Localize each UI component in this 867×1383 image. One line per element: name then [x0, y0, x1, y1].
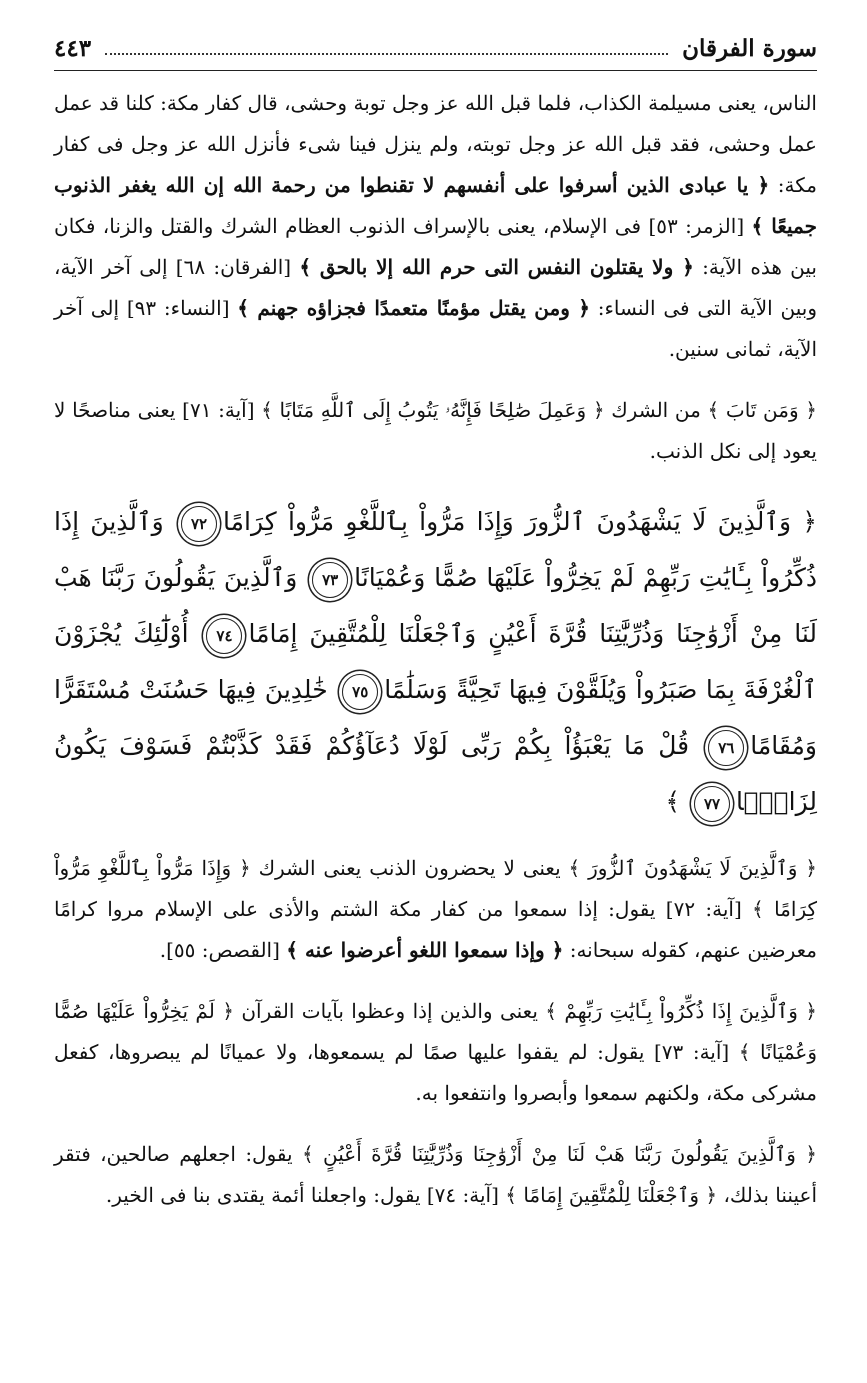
paragraph-1: [54, 83, 817, 370]
verse-77: قُلْ مَا يَعْبَؤُاْ بِكُمْ رَبِّى لَوْلَا دُعَآؤُكُمْ فَقَدْ كَذَّبْتُمْ فَسَوْفَ يَكُونُ لِزَامًۢا: [54, 731, 817, 816]
quote-qasas-55: ﴿ وإذا سمعوا اللغو أعرضوا عنه ﴾: [286, 938, 564, 962]
commentary-verse-74: ﴿ وَٱلَّذِينَ يَقُولُونَ رَبَّنَا هَبْ لَنَا مِنْ أَزْوَٰجِنَا وَذُرِّيَّٰتِنَا قُرَّةَ أَعْيُنٍ ﴾ يقول: اجعلهم صالحين، فتقر أعيننا بذلك، ﴿ وَٱجْعَلْنَا لِلْمُتَّقِينَ إِمَامًا ﴾ [آية: ٧٤] يقول: واجعلنا أئمة يقتدى بنا فى الخير.: [54, 1142, 817, 1207]
ornate-bracket-close: ﴾: [665, 787, 689, 816]
quran-verses-block: [54, 494, 817, 830]
commentary-verse-72: ﴿ وَٱلَّذِينَ لَا يَشْهَدُونَ ٱلزُّورَ ﴾ يعنى لا يحضرون الذنب يعنى الشرك ﴿ وَإِذَا مَرُّواْ بِٱللَّغْوِ مَرُّواْ كِرَامًا ﴾ [آية: ٧٢] يقول: إذا سمعوا من كفار مكة الشتم والأذى على الإسلام مروا كرامًا معرضين عنهم، كقوله سبحانه:: [54, 856, 817, 962]
page-header: [54, 26, 817, 71]
ayah-number-74-icon: ٧٤: [206, 618, 242, 654]
quote-zumar-53: ﴿ يا عبادى الذين أسرفوا على أنفسهم لا تقنطوا من رحمة الله إن الله يغفر الذنوب جميعًا ﴾: [54, 173, 817, 238]
commentary-text: [القصص: ٥٥].: [159, 938, 287, 962]
verse-76: خَٰلِدِينَ فِيهَا حَسُنَتْ مُسْتَقَرًّا وَمُقَامًا: [54, 675, 817, 760]
paragraph-2: [54, 390, 817, 472]
verse-72: وَٱلَّذِينَ لَا يَشْهَدُونَ ٱلزُّورَ وَإِذَا مَرُّواْ بِٱللَّغْوِ مَرُّواْ كِرَامًا: [223, 507, 792, 536]
paragraph-4: [54, 991, 817, 1114]
paragraph-text: [54, 848, 817, 971]
ayah-number-77-icon: ٧٧: [694, 786, 730, 822]
verse-74: وَٱلَّذِينَ يَقُولُونَ رَبَّنَا هَبْ لَنَا مِنْ أَزْوَٰجِنَا وَذُرِّيَّٰتِنَا قُرَّةَ أَعْيُنٍ وَٱجْعَلْنَا لِلْمُتَّقِينَ إِمَامًا: [54, 563, 817, 648]
verse-73: وَٱلَّذِينَ إِذَا ذُكِّرُواْ بِـَٔايَٰتِ رَبِّهِمْ لَمْ يَخِرُّواْ عَلَيْهَا صُمًّا وَعُمْيَانًا: [54, 507, 818, 592]
quote-nisa-93: ﴿ ومن يقتل مؤمنًا متعمدًا فجزاؤه جهنم ﴾: [237, 296, 590, 320]
quote-furqan-68: ﴿ ولا يقتلون النفس التى حرم الله إلا بالحق ﴾: [299, 255, 694, 279]
commentary-text: الناس، يعنى مسيلمة الكذاب، فلما قبل الله عز وجل توبة وحشى، قال كفار مكة: كلنا قد عمل عمل وحشى، فقد قبل الله عز وجل توبته، ولم ينزل فينا شىء فأنزل الله عز وجل فى كفار مكة:: [54, 91, 817, 197]
commentary-text: [الزمر: ٥٣] فى الإسلام، يعنى بالإسراف الذنوب العظام الشرك والقتل والزنا، فكان بين هذه الآية:: [54, 214, 818, 279]
paragraph-text: [54, 83, 817, 370]
verse-75: أُوْلَٰٓئِكَ يُجْزَوْنَ ٱلْغُرْفَةَ بِمَا صَبَرُواْ وَيُلَقَّوْنَ فِيهَا تَحِيَّةً وَسَلَٰمًا: [54, 619, 817, 704]
page-number: ٤٤٣: [54, 34, 92, 62]
paragraph-3: [54, 848, 817, 971]
commentary-verse-71: ﴿ وَمَن تَابَ ﴾ من الشرك ﴿ وَعَمِلَ صَٰلِحًا فَإِنَّهُۥ يَتُوبُ إِلَى ٱللَّهِ مَتَابًا ﴾ [آية: ٧١] يعنى مناصحًا لا يعود إلى نكل الذنب.: [54, 398, 818, 463]
commentary-text: [النساء: ٩٣] إلى آخر الآية، ثمانى سنين.: [54, 296, 817, 361]
commentary-verse-73: ﴿ وَٱلَّذِينَ إِذَا ذُكِّرُواْ بِـَٔايَٰتِ رَبِّهِمْ ﴾ يعنى والذين إذا وعظوا بآيات القرآن ﴿ لَمْ يَخِرُّواْ عَلَيْهَا صُمًّا وَعُمْيَانًا ﴾ [آية: ٧٣] يقول: لم يقفوا عليها صمًا لم يسمعوها، ولا عميانًا لم يبصروها، كفعل مشركى مكة، ولكنهم سمعوا وأبصروا وانتفعوا به.: [54, 999, 818, 1105]
commentary-text: [الفرقان: ٦٨] إلى آخر الآية، وبين الآية التى فى النساء:: [54, 255, 818, 320]
ayah-number-75-icon: ٧٥: [342, 674, 378, 710]
surah-title: سورة الفرقان: [682, 34, 817, 62]
ornate-bracket-open: ﴿: [791, 507, 817, 536]
ayah-number-73-icon: ٧٣: [312, 562, 348, 598]
paragraph-5: [54, 1134, 817, 1216]
ayah-number-72-icon: ٧٢: [181, 506, 217, 542]
header-dotted-leader: [105, 53, 668, 55]
ayah-number-76-icon: ٧٦: [708, 730, 744, 766]
